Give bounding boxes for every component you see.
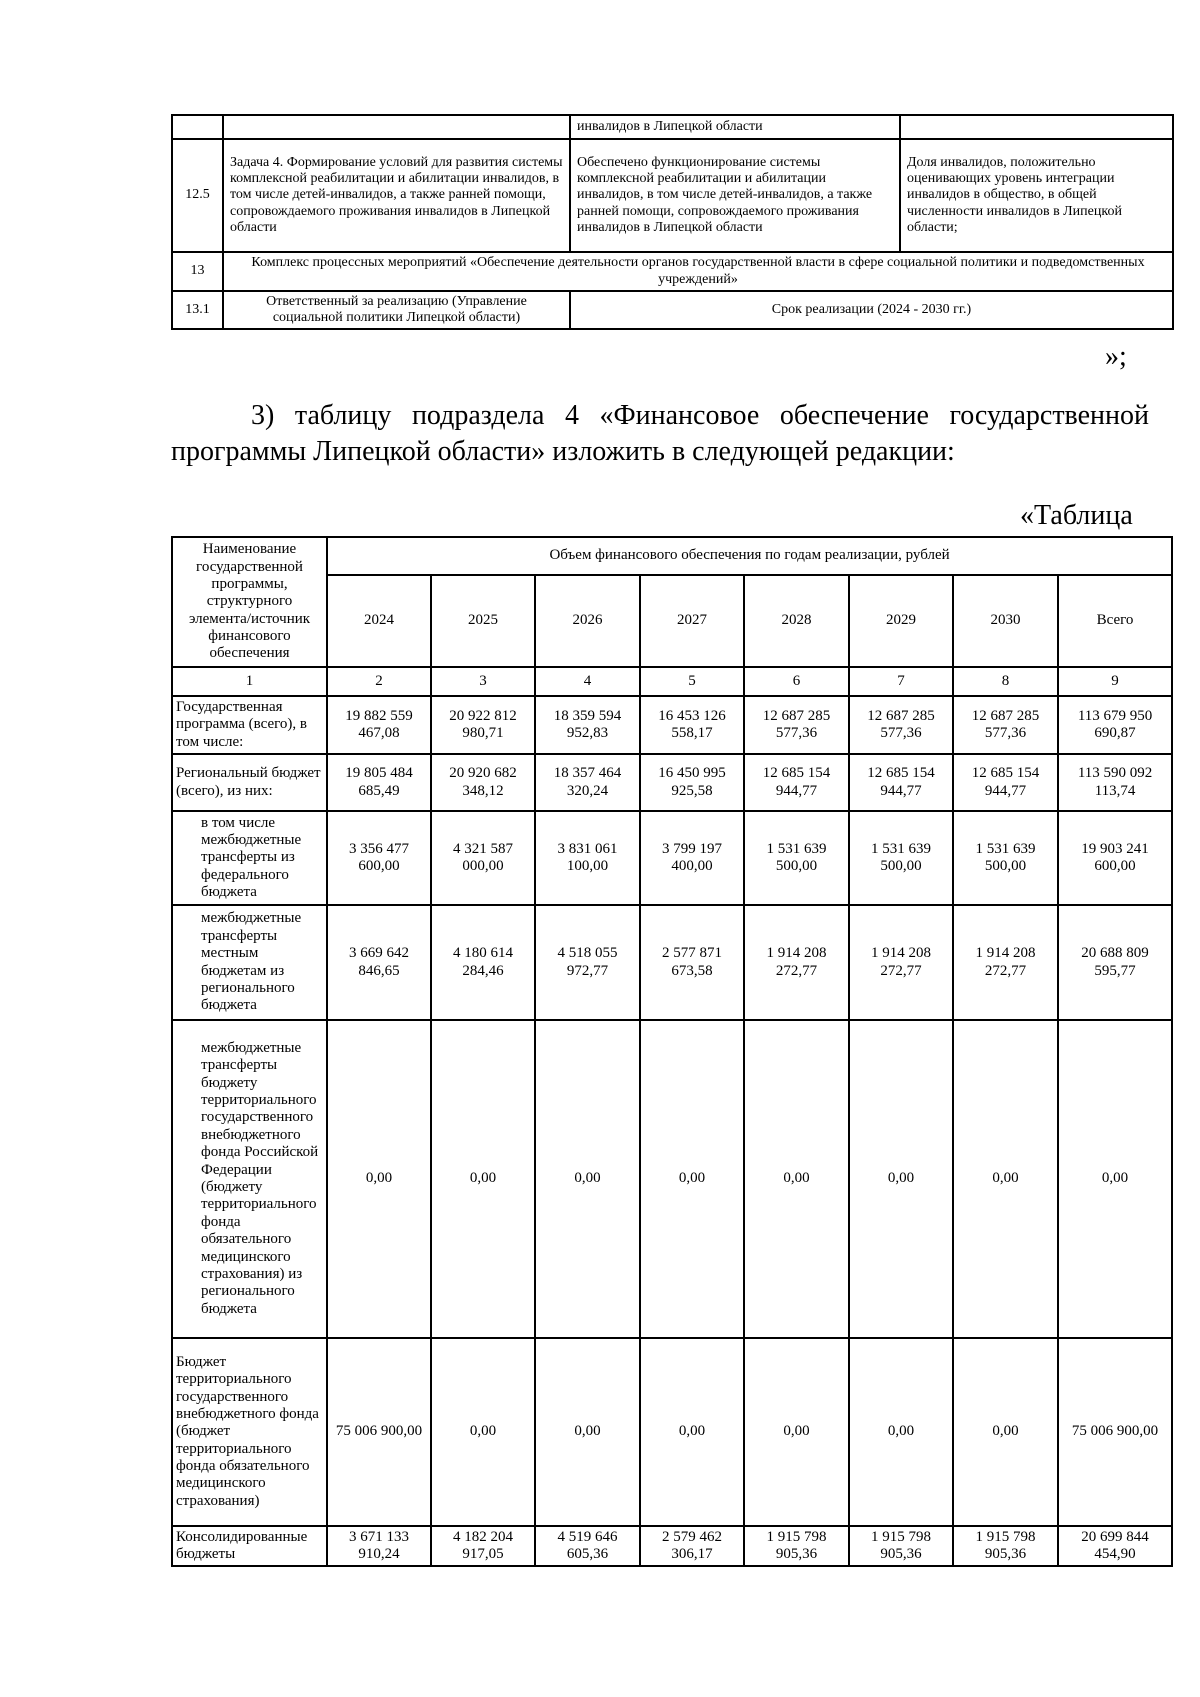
value-cell: 1 914 208 272,77 bbox=[744, 905, 849, 1020]
year-header: 2029 bbox=[849, 575, 953, 667]
total-cell: 19 903 241 600,00 bbox=[1058, 811, 1172, 905]
value-cell: 18 357 464 320,24 bbox=[535, 754, 640, 811]
value-cell: 3 669 642 846,65 bbox=[327, 905, 431, 1020]
value-cell: 12 685 154 944,77 bbox=[849, 754, 953, 811]
row-name: Государственная программа (всего), в том числе: bbox=[172, 696, 327, 754]
total-cell: 20 699 844 454,90 bbox=[1058, 1526, 1172, 1566]
volume-header: Объем финансового обеспечения по годам реализации, рублей bbox=[327, 537, 1172, 575]
value-cell: 1 915 798 905,36 bbox=[744, 1526, 849, 1566]
year-header: 2024 bbox=[327, 575, 431, 667]
column-number: 3 bbox=[431, 667, 535, 696]
table-row bbox=[172, 811, 1172, 905]
table-row bbox=[172, 905, 1172, 1020]
table-row bbox=[172, 696, 1172, 754]
value-cell: 12 685 154 944,77 bbox=[953, 754, 1058, 811]
financial-table bbox=[171, 536, 1173, 1567]
row-name: межбюджетные трансферты местным бюджетам из регионального бюджета bbox=[172, 905, 327, 1020]
table-row bbox=[172, 252, 1173, 291]
year-header: 2028 bbox=[744, 575, 849, 667]
table-row bbox=[172, 1526, 1172, 1566]
value-cell: 1 914 208 272,77 bbox=[953, 905, 1058, 1020]
row-name: Бюджет территориального государственного внебюджетного фонда (бюджет территориального фонда обязательного медицинского страхования) bbox=[172, 1338, 327, 1526]
value-cell: 12 687 285 577,36 bbox=[953, 696, 1058, 754]
year-header: 2030 bbox=[953, 575, 1058, 667]
value-cell: 4 182 204 917,05 bbox=[431, 1526, 535, 1566]
value-cell: 4 321 587 000,00 bbox=[431, 811, 535, 905]
value-cell: 20 920 682 348,12 bbox=[431, 754, 535, 811]
value-cell: 19 882 559 467,08 bbox=[327, 696, 431, 754]
value-cell: 1 915 798 905,36 bbox=[953, 1526, 1058, 1566]
table-row bbox=[172, 1020, 1172, 1338]
value-cell: 12 687 285 577,36 bbox=[744, 696, 849, 754]
value-cell: 1 531 639 500,00 bbox=[744, 811, 849, 905]
value-cell: 16 450 995 925,58 bbox=[640, 754, 744, 811]
result-cell: инвалидов в Липецкой области bbox=[570, 115, 900, 139]
column-number: 4 bbox=[535, 667, 640, 696]
column-number: 5 bbox=[640, 667, 744, 696]
row-name: в том числе межбюджетные трансферты из федерального бюджета bbox=[172, 811, 327, 905]
value-cell: 3 831 061 100,00 bbox=[535, 811, 640, 905]
value-cell: 75 006 900,00 bbox=[327, 1338, 431, 1526]
value-cell: 0,00 bbox=[744, 1020, 849, 1338]
table-header-row bbox=[172, 537, 1172, 575]
table-row bbox=[172, 291, 1173, 329]
row-number: 13.1 bbox=[172, 291, 223, 329]
value-cell: 1 915 798 905,36 bbox=[849, 1526, 953, 1566]
year-header: 2027 bbox=[640, 575, 744, 667]
total-cell: 75 006 900,00 bbox=[1058, 1338, 1172, 1526]
column-number: 2 bbox=[327, 667, 431, 696]
value-cell: 4 180 614 284,46 bbox=[431, 905, 535, 1020]
value-cell: 0,00 bbox=[849, 1020, 953, 1338]
total-cell: 20 688 809 595,77 bbox=[1058, 905, 1172, 1020]
value-cell: 1 531 639 500,00 bbox=[953, 811, 1058, 905]
value-cell: 0,00 bbox=[535, 1338, 640, 1526]
value-cell: 0,00 bbox=[744, 1338, 849, 1526]
row-name: Региональный бюджет (всего), из них: bbox=[172, 754, 327, 811]
year-header: 2025 bbox=[431, 575, 535, 667]
responsible-cell: Ответственный за реализацию (Управление социальной политики Липецкой области) bbox=[223, 291, 570, 329]
value-cell: 19 805 484 685,49 bbox=[327, 754, 431, 811]
period-cell: Срок реализации (2024 - 2030 гг.) bbox=[570, 291, 1173, 329]
value-cell: 0,00 bbox=[431, 1338, 535, 1526]
task-cell: Задача 4. Формирование условий для развития системы комплексной реабилитации и абилитации инвалидов, в том числе детей-инвалидов, а также ранней помощи, сопровождаемого проживания инвалидов в Липецкой области bbox=[223, 139, 570, 252]
row-name: Консолидированные бюджеты bbox=[172, 1526, 327, 1566]
column-number-row bbox=[172, 667, 1172, 696]
value-cell: 20 922 812 980,71 bbox=[431, 696, 535, 754]
row-number: 12.5 bbox=[172, 139, 223, 252]
name-column-header: Наименование государственной программы, структурного элемента/источник финансового обеспечения bbox=[172, 537, 327, 667]
table-row bbox=[172, 1338, 1172, 1526]
value-cell: 4 519 646 605,36 bbox=[535, 1526, 640, 1566]
column-number: 1 bbox=[172, 667, 327, 696]
value-cell: 12 687 285 577,36 bbox=[849, 696, 953, 754]
program-structure-table bbox=[171, 114, 1174, 330]
value-cell: 3 671 133 910,24 bbox=[327, 1526, 431, 1566]
value-cell: 2 579 462 306,17 bbox=[640, 1526, 744, 1566]
result-cell: Обеспечено функционирование системы комплексной реабилитации и абилитации инвалидов, в том числе детей-инвалидов, а также ранней помощи, сопровождаемого проживания инвалидов в Липецкой области bbox=[570, 139, 900, 252]
value-cell: 0,00 bbox=[535, 1020, 640, 1338]
year-header: 2026 bbox=[535, 575, 640, 667]
value-cell: 3 356 477 600,00 bbox=[327, 811, 431, 905]
table-row bbox=[172, 139, 1173, 252]
value-cell: 2 577 871 673,58 bbox=[640, 905, 744, 1020]
value-cell: 1 914 208 272,77 bbox=[849, 905, 953, 1020]
column-number: 8 bbox=[953, 667, 1058, 696]
value-cell: 0,00 bbox=[953, 1338, 1058, 1526]
row-name: межбюджетные трансферты бюджету территориального государственного внебюджетного фонда Российской Федерации (бюджету территориального фонда обязательного медицинского страхования) из регионального бюджета bbox=[172, 1020, 327, 1338]
column-number: 9 bbox=[1058, 667, 1172, 696]
value-cell: 0,00 bbox=[953, 1020, 1058, 1338]
row-number: 13 bbox=[172, 252, 223, 291]
indicator-cell: Доля инвалидов, положительно оценивающих уровень интеграции инвалидов в общество, в общей численности инвалидов в Липецкой области; bbox=[900, 139, 1173, 252]
table-row bbox=[172, 754, 1172, 811]
value-cell: 4 518 055 972,77 bbox=[535, 905, 640, 1020]
instruction-paragraph: 3) таблицу подраздела 4 «Финансовое обеспечение государственной программы Липецкой области» изложить в следующей редакции: bbox=[171, 400, 1149, 467]
column-number: 6 bbox=[744, 667, 849, 696]
column-number: 7 bbox=[849, 667, 953, 696]
value-cell: 0,00 bbox=[640, 1338, 744, 1526]
total-cell: 113 590 092 113,74 bbox=[1058, 754, 1172, 811]
value-cell: 0,00 bbox=[431, 1020, 535, 1338]
total-header: Всего bbox=[1058, 575, 1172, 667]
value-cell: 0,00 bbox=[640, 1020, 744, 1338]
value-cell: 1 531 639 500,00 bbox=[849, 811, 953, 905]
table-caption: «Таблица bbox=[1020, 500, 1133, 531]
total-cell: 0,00 bbox=[1058, 1020, 1172, 1338]
row-number bbox=[172, 115, 223, 139]
table-row bbox=[172, 115, 1173, 139]
total-cell: 113 679 950 690,87 bbox=[1058, 696, 1172, 754]
value-cell: 18 359 594 952,83 bbox=[535, 696, 640, 754]
indicator-cell bbox=[900, 115, 1173, 139]
process-complex-title: Комплекс процессных мероприятий «Обеспечение деятельности органов государственной власти в сфере социальной политики и подведомственных учреждений» bbox=[223, 252, 1173, 291]
value-cell: 12 685 154 944,77 bbox=[744, 754, 849, 811]
closing-quote: »; bbox=[1105, 341, 1127, 372]
value-cell: 0,00 bbox=[327, 1020, 431, 1338]
value-cell: 16 453 126 558,17 bbox=[640, 696, 744, 754]
task-cell bbox=[223, 115, 570, 139]
value-cell: 0,00 bbox=[849, 1338, 953, 1526]
value-cell: 3 799 197 400,00 bbox=[640, 811, 744, 905]
